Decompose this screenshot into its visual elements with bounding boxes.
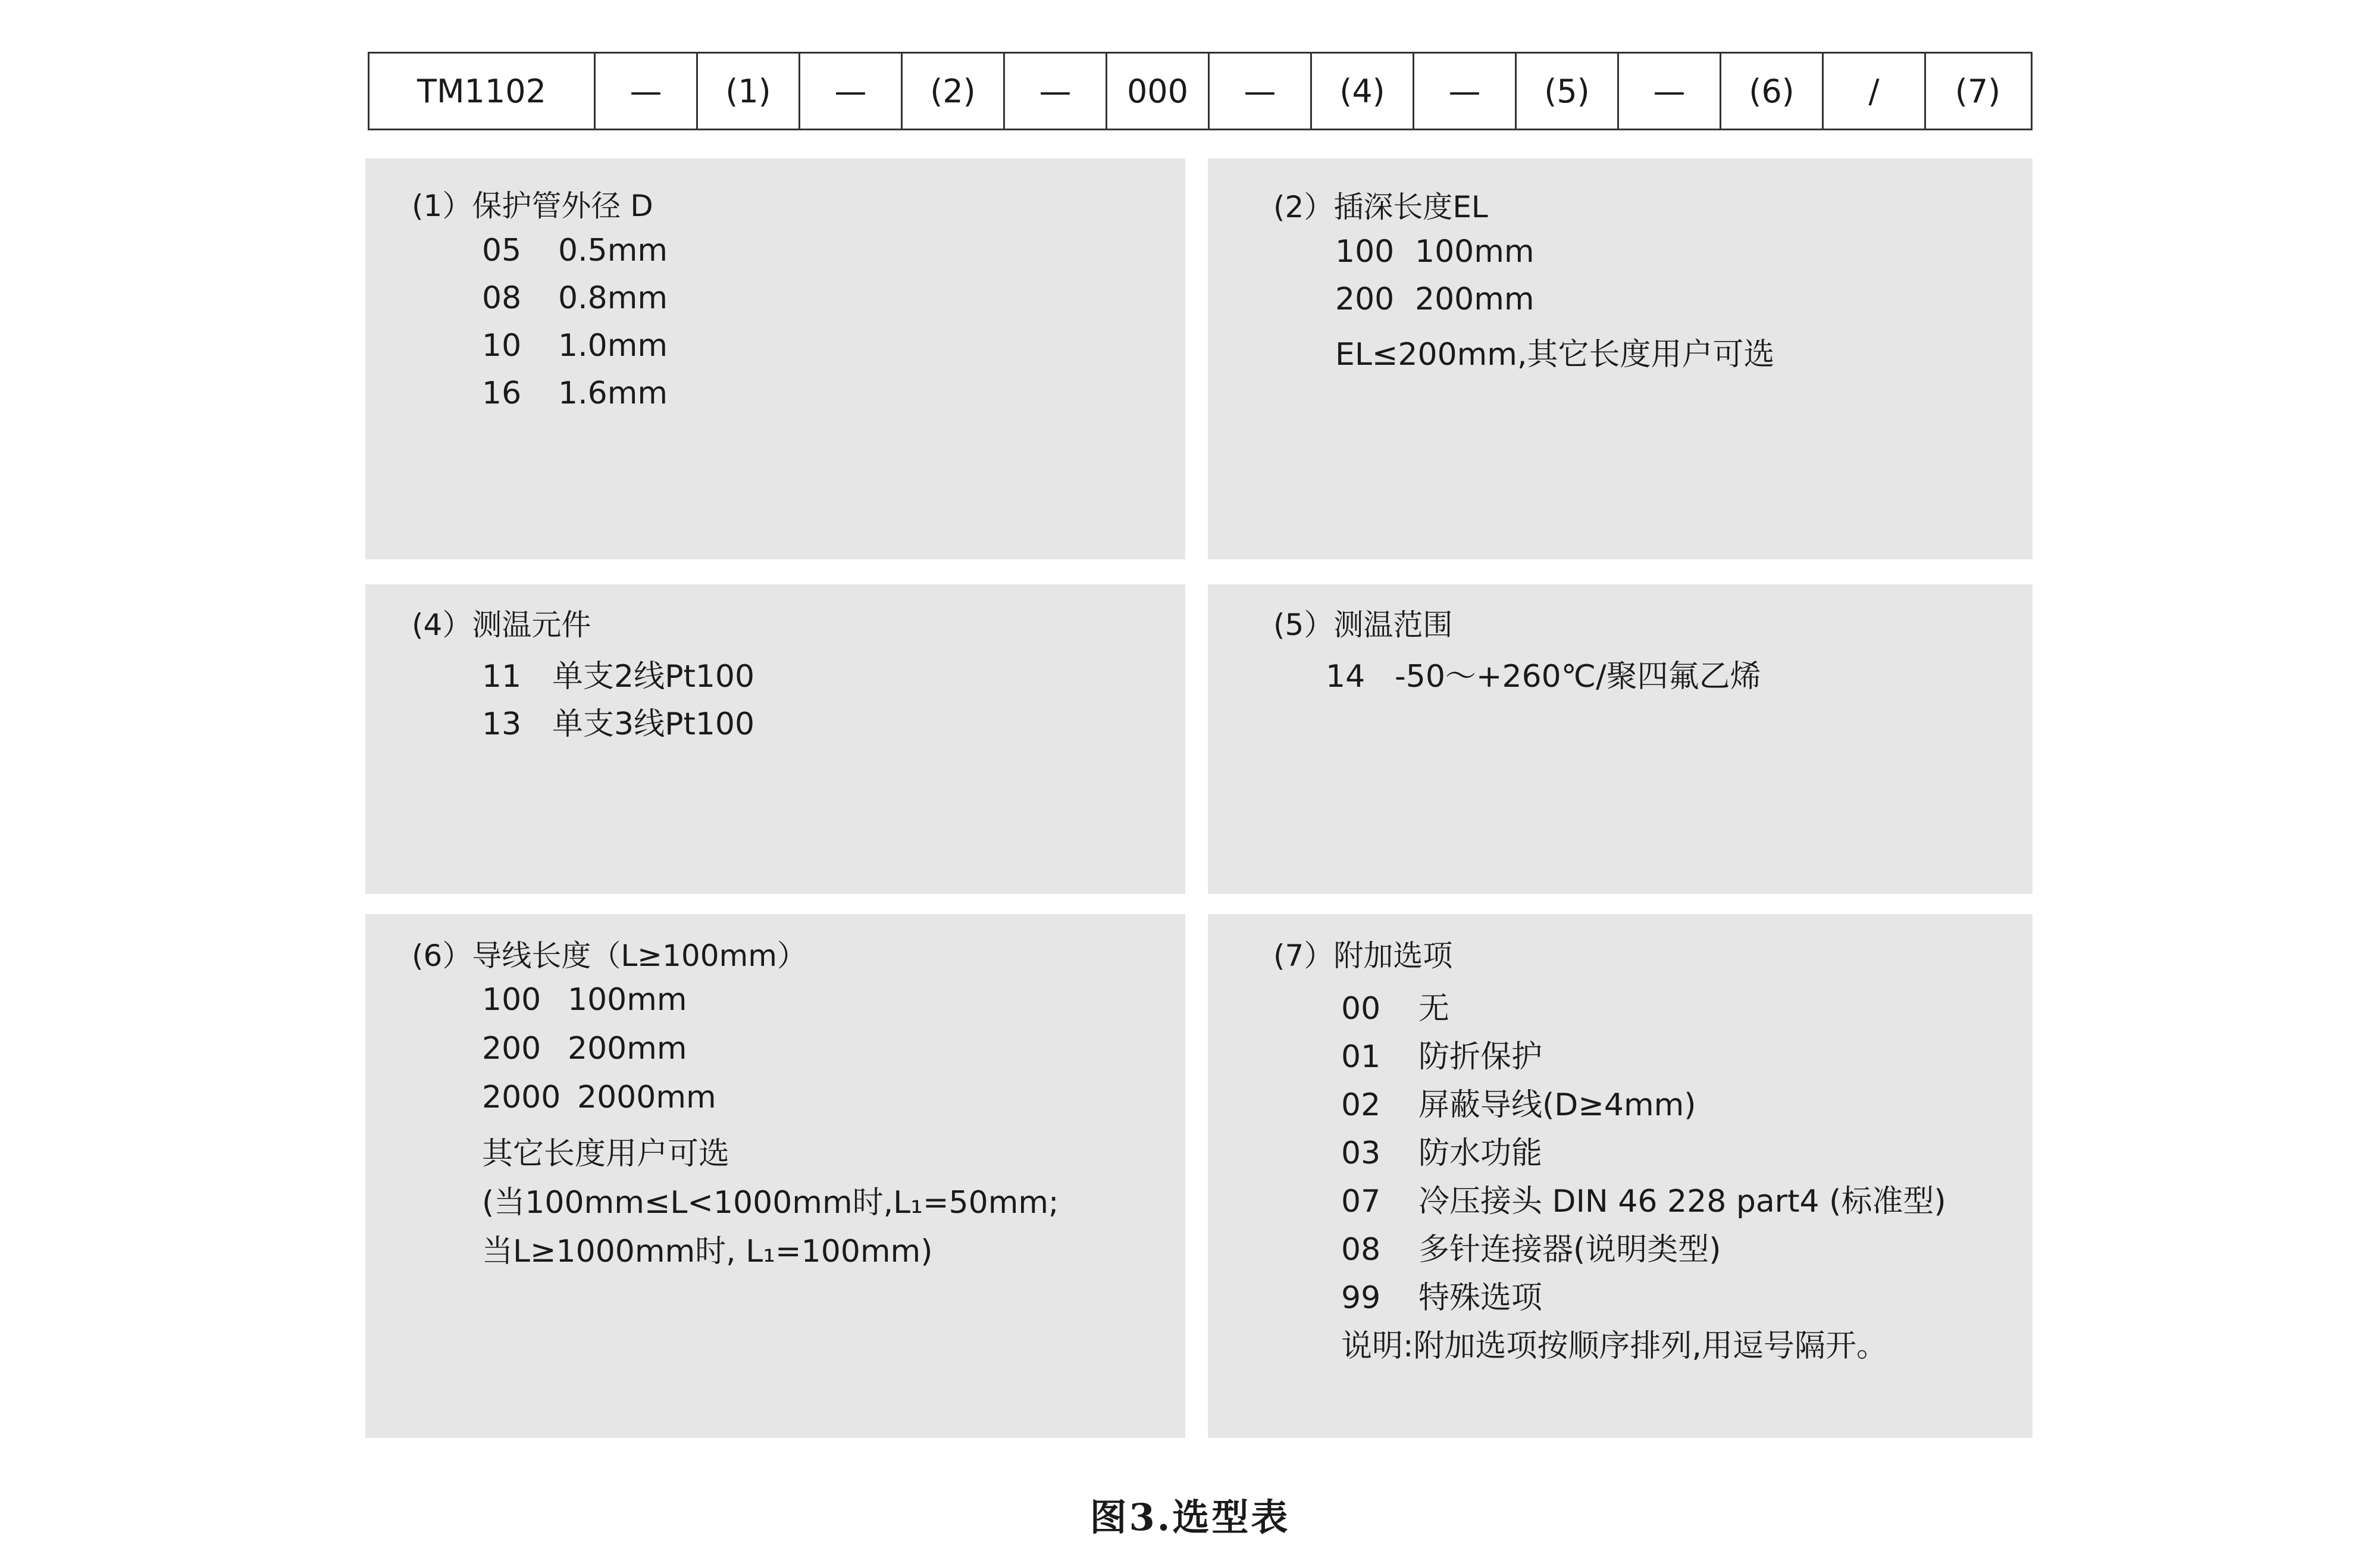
item-code: 11 (482, 659, 522, 695)
item-code: 200 (1335, 282, 1395, 317)
panel-note: EL≤200mm,其它长度用户可选 (1335, 337, 1775, 373)
list-item (1341, 1128, 1542, 1172)
code-cell-6: (6) (1721, 54, 1824, 129)
list-item (1341, 1031, 1542, 1076)
item-code: 08 (1341, 1232, 1381, 1268)
panel-note-line: (当100mm≤L<1000mm时,L₁=50mm; (482, 1185, 1059, 1221)
item-code: 13 (482, 706, 522, 742)
list-item (482, 699, 754, 743)
item-code: 2000 (482, 1080, 561, 1115)
item-code: 99 (1341, 1280, 1381, 1316)
item-code: 08 (482, 280, 522, 316)
code-cell-separator: — (1005, 54, 1107, 129)
panel-temperature-range (1208, 584, 2033, 894)
item-label: 多针连接器(说明类型) (1418, 1232, 1721, 1268)
panel-insertion-length (1208, 158, 2033, 559)
list-item (482, 982, 687, 1018)
list-item (1341, 1080, 1696, 1124)
panel-note: 说明:附加选项按顺序排列,用逗号隔开。 (1341, 1328, 1888, 1364)
item-code: 16 (482, 376, 522, 411)
list-item (482, 651, 754, 696)
item-label: 防折保护 (1418, 1039, 1543, 1075)
item-label: 100mm (1415, 234, 1535, 270)
item-label: 0.5mm (558, 233, 668, 268)
panel-sheath-diameter (365, 158, 1185, 559)
item-label: 2000mm (577, 1080, 716, 1115)
panel-title: (5）测温范围 (1273, 608, 1453, 642)
list-item (482, 280, 668, 316)
list-item (482, 376, 668, 411)
code-cell-model: TM1102 (369, 54, 596, 129)
figure-caption: 图3.选型表 (1089, 1496, 1291, 1539)
item-code: 03 (1341, 1136, 1381, 1171)
item-label: 100mm (568, 982, 687, 1018)
item-code: 100 (482, 982, 541, 1018)
panel-title: (1）保护管外径 D (412, 189, 653, 223)
item-code: 02 (1341, 1087, 1381, 1123)
code-cell-separator: — (1414, 54, 1517, 129)
panel-title: (6）导线长度（L≥100mm） (412, 939, 807, 973)
code-cell-4: (4) (1312, 54, 1414, 129)
list-item (1335, 234, 1535, 270)
code-cell-7: (7) (1955, 72, 2001, 110)
item-label: 单支2线Pt100 (552, 659, 755, 695)
item-label: 防水功能 (1418, 1136, 1543, 1171)
code-cell-separator: — (596, 54, 698, 129)
list-item (1341, 983, 1449, 1028)
item-label: 屏蔽导线(D≥4mm) (1418, 1087, 1696, 1123)
panel-additional-options (1208, 914, 2033, 1438)
list-item (1341, 1272, 1542, 1317)
panel-note-line: 其它长度用户可选 (482, 1136, 730, 1172)
list-item (482, 328, 668, 364)
item-label: 特殊选项 (1418, 1280, 1543, 1316)
item-code: 05 (482, 233, 522, 268)
item-code: 01 (1341, 1039, 1381, 1075)
code-cell-3-fixed: 000 (1107, 54, 1210, 129)
item-code: 10 (482, 328, 522, 364)
panel-lead-length (365, 914, 1185, 1438)
code-cell-5: (5) (1517, 54, 1619, 129)
item-code: 200 (482, 1031, 541, 1066)
code-cell-separator: — (1210, 54, 1312, 129)
panel-note-line: 当L≥1000mm时, L₁=100mm) (482, 1234, 933, 1269)
panel-title: (4）测温元件 (412, 608, 591, 642)
list-item (1341, 1224, 1721, 1269)
list-item (482, 233, 668, 268)
item-label: 200mm (568, 1031, 687, 1066)
code-cell-slash: / (1824, 54, 1926, 129)
code-cell-2: (2) (903, 54, 1005, 129)
item-label: 0.8mm (558, 280, 668, 316)
item-label: 1.6mm (558, 376, 668, 411)
panel-sensing-element (365, 584, 1185, 894)
item-code: 14 (1326, 659, 1366, 695)
item-code: 07 (1341, 1184, 1381, 1219)
item-label: -50～+260℃/聚四氟乙烯 (1395, 659, 1761, 695)
model-code-strip (368, 52, 2033, 130)
item-label: 200mm (1415, 282, 1535, 317)
list-item (1335, 282, 1535, 317)
panel-title: (2）插深长度EL (1273, 190, 1488, 224)
code-cell-1: (1) (698, 54, 800, 129)
item-code: 100 (1335, 234, 1395, 270)
item-label: 冷压接头 DIN 46 228 part4 (标准型) (1418, 1184, 1946, 1219)
list-item (482, 1031, 687, 1066)
item-label: 无 (1418, 991, 1450, 1027)
list-item (1326, 651, 1761, 696)
code-cell-separator: — (800, 54, 903, 129)
list-item (1341, 1176, 1946, 1221)
item-code: 00 (1341, 991, 1381, 1027)
panel-title: (7）附加选项 (1273, 939, 1453, 973)
code-cell-separator: — (1619, 54, 1721, 129)
item-label: 1.0mm (558, 328, 668, 364)
item-label: 单支3线Pt100 (552, 706, 755, 742)
list-item (482, 1080, 716, 1115)
